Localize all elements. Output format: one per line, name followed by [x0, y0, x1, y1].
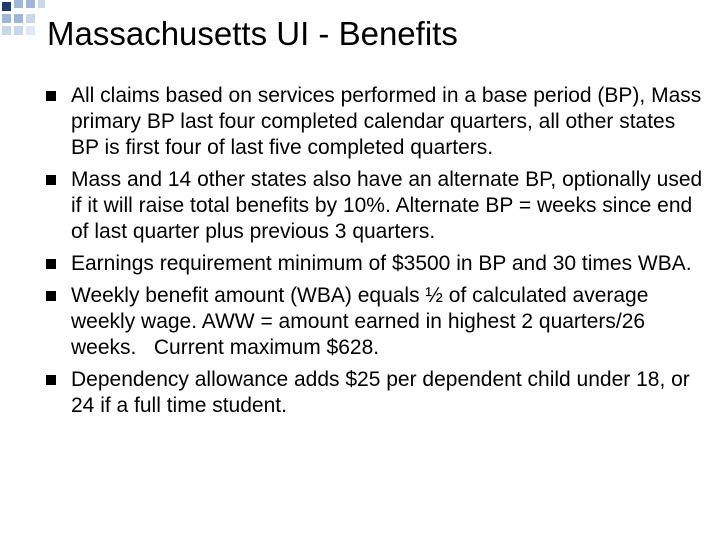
- slide-title: Massachusetts UI - Benefits: [47, 15, 458, 52]
- bullet-item: [44, 367, 704, 419]
- bullet-text: Mass and 14 other states also have an alternate BP, optionally used if it will raise total benefits by 10%. Alternate BP = weeks since end of last quarter plus previous 3 quarters.: [71, 168, 703, 243]
- bullet-text: Weekly benefit amount (WBA) equals ½ of calculated average weekly wage. AWW = amount earned in highest 2 quarters/26 weeks. Current maximum $628.: [71, 284, 655, 359]
- square-bullet-icon: [46, 175, 56, 185]
- corner-square: [2, 2, 11, 11]
- corner-square: [2, 26, 11, 35]
- corner-squares-decoration: [0, 0, 45, 45]
- square-bullet-icon: [46, 291, 56, 301]
- bullet-text: Dependency allowance adds $25 per dependent child under 18, or 24 if a full time student.: [71, 368, 690, 417]
- bullet-item: [44, 251, 704, 277]
- bullet-list: [44, 83, 704, 425]
- corner-square: [14, 0, 23, 8]
- square-bullet-icon: [46, 259, 56, 269]
- corner-square: [26, 14, 35, 23]
- corner-square: [26, 0, 35, 8]
- square-bullet-icon: [46, 91, 56, 101]
- corner-square: [26, 26, 35, 35]
- square-bullet-icon: [46, 375, 56, 385]
- bullet-text: All claims based on services performed in a base period (BP), Mass primary BP last four completed calendar quarters, all other states BP is first four of last five completed quarters.: [71, 84, 702, 159]
- bullet-text: Earnings requirement minimum of $3500 in BP and 30 times WBA.: [71, 252, 692, 275]
- bullet-item: [44, 83, 704, 161]
- corner-square: [38, 0, 45, 8]
- corner-square: [14, 14, 23, 23]
- corner-square: [14, 26, 23, 35]
- bullet-item: [44, 283, 704, 361]
- bullet-item: [44, 167, 704, 245]
- corner-square: [2, 14, 11, 23]
